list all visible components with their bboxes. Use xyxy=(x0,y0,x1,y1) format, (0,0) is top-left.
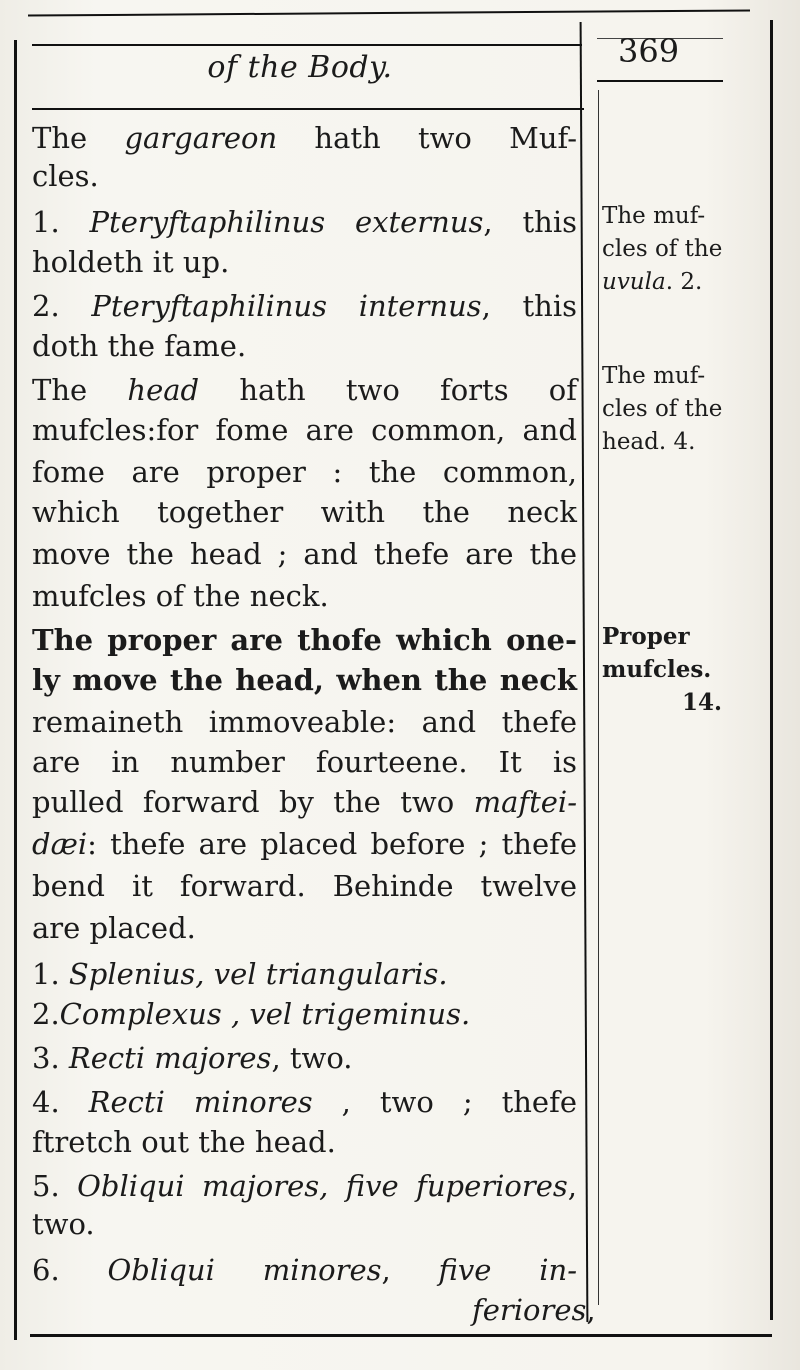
text-span: are placed. xyxy=(32,911,196,945)
text-span: holdeth it up. xyxy=(32,245,230,279)
text-span: 4. xyxy=(32,1085,89,1119)
text-line xyxy=(32,286,577,326)
text-line xyxy=(32,742,577,782)
text-span: remaineth immoveable: and thefe xyxy=(32,705,577,739)
text-span: , two ; thefe xyxy=(312,1085,577,1119)
italic-text: dæi xyxy=(32,827,88,861)
italic-text: uvula xyxy=(602,269,666,295)
italic-text: head xyxy=(127,373,200,407)
text-span: , xyxy=(381,1253,439,1287)
running-head: of the Body. xyxy=(207,50,393,85)
italic-text: Splenius, vel triangularis. xyxy=(68,957,448,991)
text-span: ftretch out the head. xyxy=(32,1125,336,1159)
page-number: 369 xyxy=(618,32,680,70)
frame-bottom-rule xyxy=(30,1334,772,1337)
italic-text: five in- xyxy=(438,1253,577,1287)
text-line xyxy=(32,156,99,196)
frame-right-rule xyxy=(770,20,773,1320)
margin-note-line xyxy=(602,360,752,393)
text-line xyxy=(32,702,577,742)
text-span: 2. xyxy=(32,289,92,323)
text-line xyxy=(32,1250,577,1290)
text-line xyxy=(32,824,577,864)
text-span: head. 4. xyxy=(602,429,696,455)
text-span: hath two Muf- xyxy=(277,121,578,155)
text-span: The xyxy=(32,373,128,407)
header-top-rule xyxy=(32,44,582,46)
italic-text: Recti minores xyxy=(88,1085,313,1119)
text-span: , this xyxy=(483,205,577,239)
text-span: 14. xyxy=(681,689,722,716)
italic-text: gargareon xyxy=(124,121,278,155)
text-line xyxy=(32,202,577,242)
margin-note-line xyxy=(602,620,752,653)
text-span: The muf- xyxy=(602,203,706,229)
italic-text: feriores xyxy=(472,1293,587,1327)
margin-note-line xyxy=(602,686,722,719)
text-span: two. xyxy=(32,1207,95,1241)
text-line xyxy=(32,452,577,492)
text-span: are in number fourteene. It is xyxy=(32,745,577,779)
text-span: 2. xyxy=(32,997,60,1031)
text-line xyxy=(32,908,196,948)
text-span: mufcles of the neck. xyxy=(32,579,329,613)
italic-text: Pteryftaphilinus externus xyxy=(89,205,484,239)
text-span: ly move the head, when the neck xyxy=(32,663,577,697)
text-span: hath two forts of xyxy=(199,373,577,407)
text-span: pulled forward by the two xyxy=(32,785,474,819)
text-line xyxy=(32,1166,577,1206)
text-span: cles. xyxy=(32,159,99,193)
italic-text: Obliqui majores, five fuperiores xyxy=(77,1169,568,1203)
text-span: The muf- xyxy=(602,363,706,389)
text-line xyxy=(32,242,229,282)
margin-note-proper xyxy=(602,620,752,719)
text-span: 1. xyxy=(32,957,69,991)
text-line xyxy=(32,1122,336,1162)
margin-note-line xyxy=(602,393,752,426)
text-line xyxy=(32,660,577,700)
text-span: 1. xyxy=(32,205,90,239)
margin-note-line xyxy=(602,653,752,686)
header-rule xyxy=(32,108,584,110)
margin-column-separator xyxy=(598,90,599,1305)
italic-text: Complexus , vel trigeminus. xyxy=(59,997,471,1031)
text-span: cles of the xyxy=(602,236,723,262)
page-number-rule xyxy=(597,80,723,82)
margin-note-line xyxy=(602,426,752,459)
text-line xyxy=(32,954,448,994)
text-span: The proper are thofe which one- xyxy=(32,623,577,657)
text-span: mufcles:for fome are common, and xyxy=(32,413,577,447)
frame-top-rule xyxy=(28,9,750,16)
text-span: , two. xyxy=(271,1041,353,1075)
text-span: . 2. xyxy=(665,269,703,295)
text-line xyxy=(32,1038,353,1078)
column-separator xyxy=(580,22,589,1322)
margin-note-line xyxy=(602,266,752,299)
text-span: fome are proper : the common, xyxy=(32,455,577,489)
italic-text: Obliqui minores xyxy=(107,1253,382,1287)
text-span: 5. xyxy=(32,1169,78,1203)
margin-note-uvula xyxy=(602,200,752,299)
margin-note-line xyxy=(602,200,752,233)
text-line xyxy=(32,370,577,410)
text-line xyxy=(32,866,577,906)
text-line xyxy=(472,1290,596,1330)
text-line xyxy=(32,782,577,822)
frame-left-rule xyxy=(14,40,17,1340)
italic-text: Recti majores xyxy=(68,1041,272,1075)
text-span: mufcles. xyxy=(602,656,712,683)
text-line xyxy=(32,620,577,660)
text-span: , xyxy=(567,1169,577,1203)
text-line xyxy=(32,326,246,366)
text-span: bend it forward. Behinde twelve xyxy=(32,869,577,903)
text-line xyxy=(32,994,470,1034)
text-span: , xyxy=(586,1293,596,1327)
margin-note-head xyxy=(602,360,752,459)
text-span: The xyxy=(32,121,125,155)
text-span: 6. xyxy=(32,1253,108,1287)
text-line xyxy=(32,534,577,574)
text-span: doth the fame. xyxy=(32,329,247,363)
text-line xyxy=(32,118,577,158)
margin-note-line xyxy=(602,233,752,266)
text-line xyxy=(32,410,577,450)
text-span: cles of the xyxy=(602,396,723,422)
italic-text: maftei- xyxy=(473,785,577,819)
text-span: : thefe are placed before ; thefe xyxy=(87,827,577,861)
text-span: move the head ; and thefe are the xyxy=(32,537,577,571)
text-line xyxy=(32,1082,577,1122)
text-line xyxy=(32,1204,95,1244)
text-span: which together with the neck xyxy=(32,495,577,529)
text-line xyxy=(32,576,329,616)
text-span: , this xyxy=(481,289,577,323)
italic-text: Pteryftaphilinus internus xyxy=(91,289,482,323)
text-line xyxy=(32,492,577,532)
text-span: Proper xyxy=(602,623,690,650)
text-span: 3. xyxy=(32,1041,69,1075)
